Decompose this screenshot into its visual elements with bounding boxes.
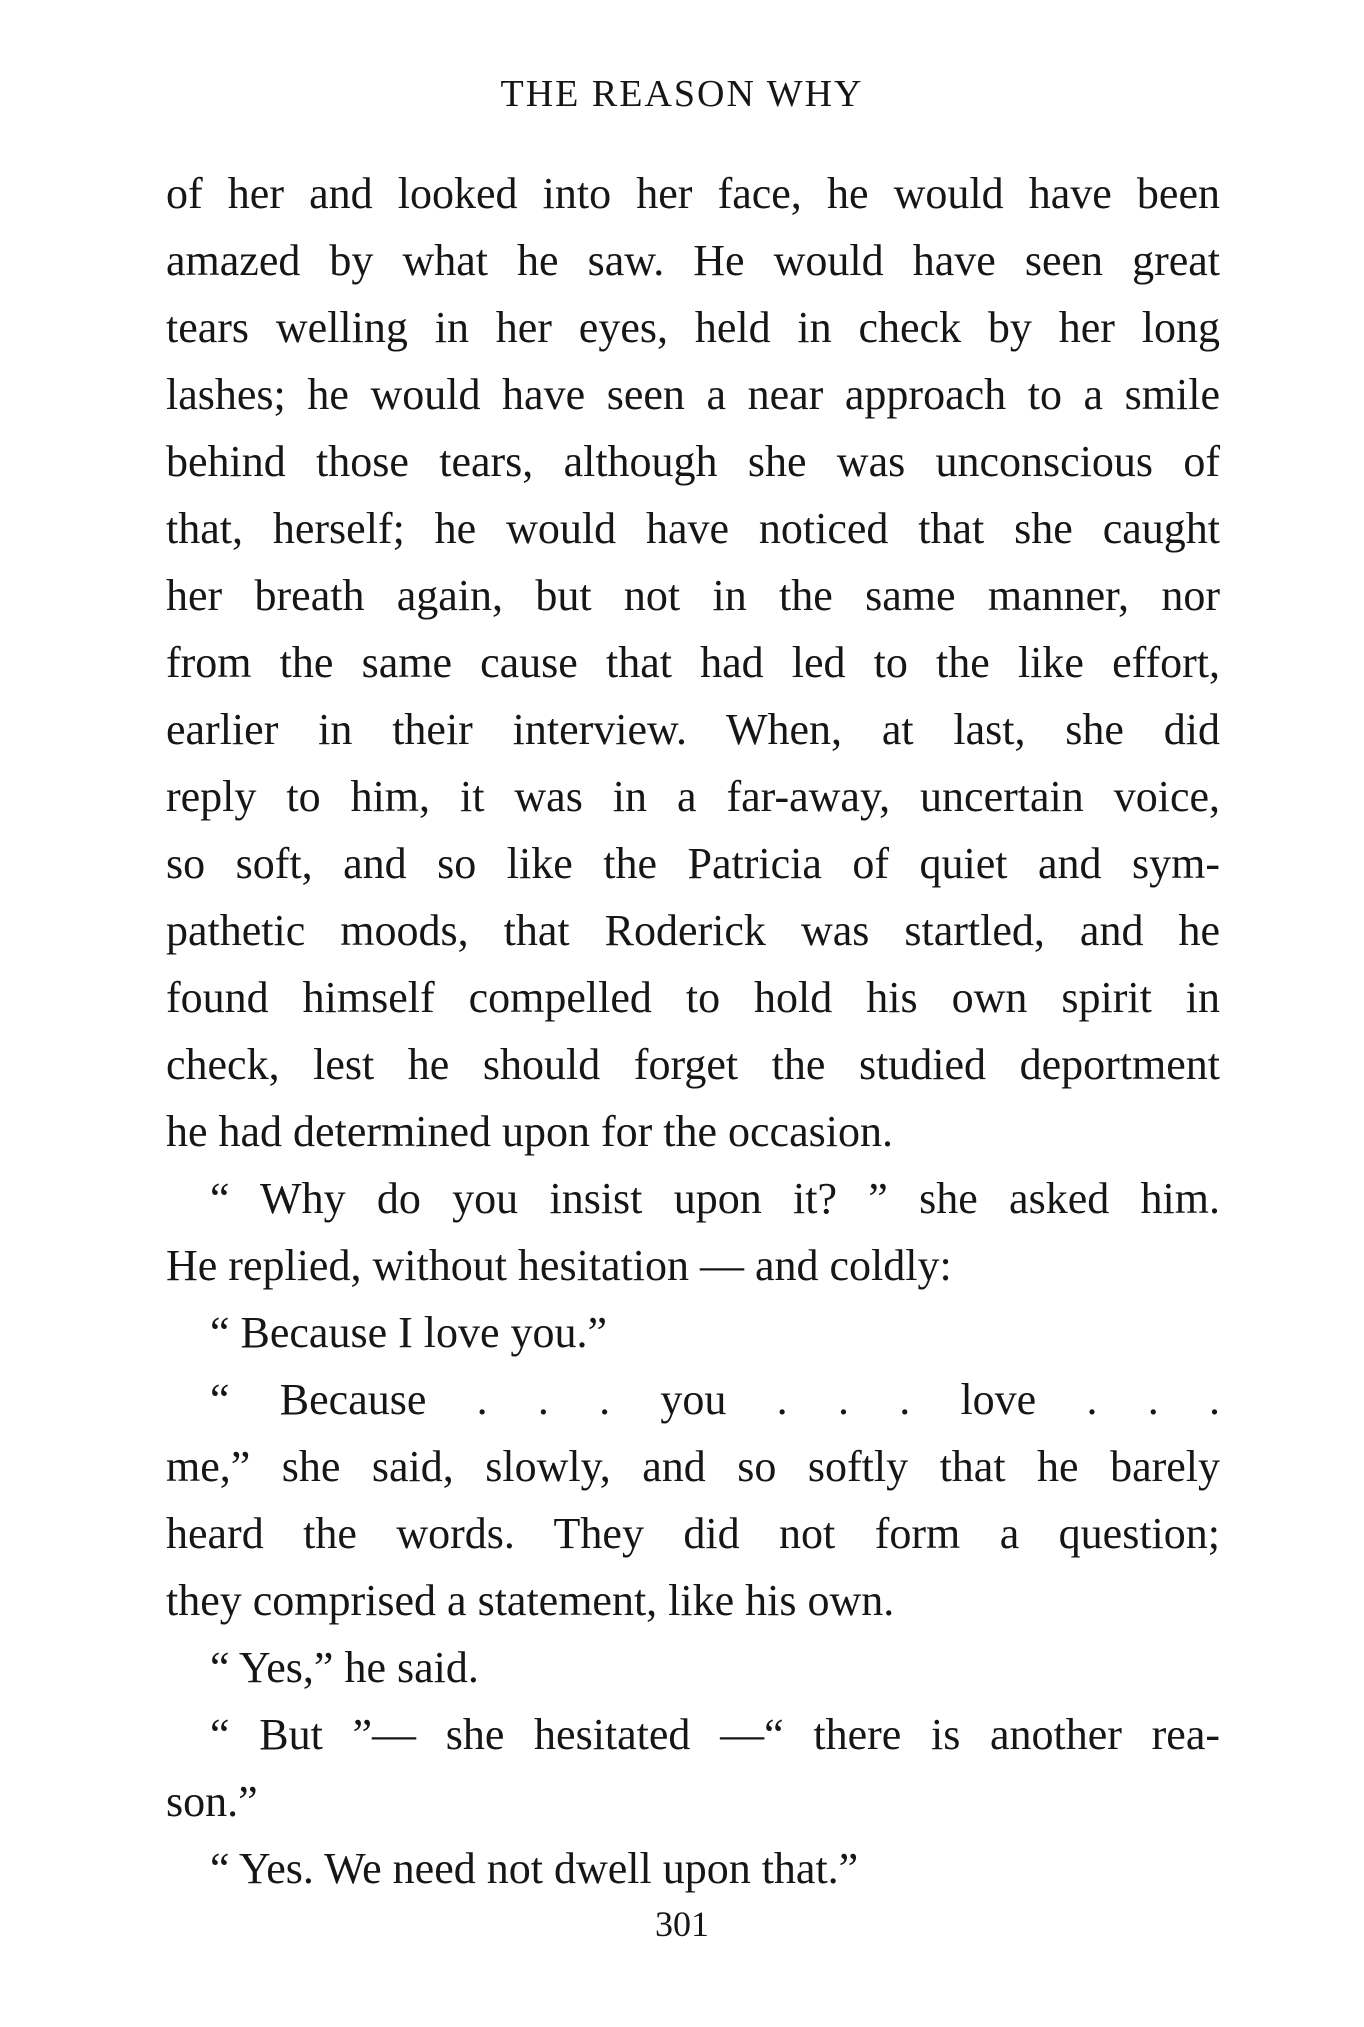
text-line: earlier in their interview. When, at last, she did: [166, 705, 1220, 754]
text-line: son.”: [166, 1777, 258, 1826]
text-line: “ Yes. We need not dwell upon that.”: [210, 1844, 859, 1893]
text-line: tears welling in her eyes, held in check by her long: [166, 303, 1220, 352]
text-line: “ Because I love you.”: [210, 1308, 608, 1357]
text-line: lashes; he would have seen a near approach to a smile: [166, 370, 1220, 419]
text-line: heard the words. They did not form a question;: [166, 1509, 1220, 1558]
text-line: amazed by what he saw. He would have seen great: [166, 236, 1220, 285]
text-line: behind those tears, although she was unconscious of: [166, 437, 1220, 486]
text-line: so soft, and so like the Patricia of quiet and sym-: [166, 839, 1220, 888]
text-line: of her and looked into her face, he would have been: [166, 169, 1220, 218]
page-number: 301: [655, 1904, 709, 1944]
text-line: found himself compelled to hold his own spirit in: [166, 973, 1220, 1022]
text-line: reply to him, it was in a far-away, uncertain voice,: [166, 772, 1220, 821]
text-line: “ Why do you insist upon it? ” she asked him.: [210, 1174, 1220, 1223]
text-line: me,” she said, slowly, and so softly that he barely: [166, 1442, 1220, 1491]
text-line: he had determined upon for the occasion.: [166, 1107, 893, 1156]
body-text: [166, 160, 1220, 1902]
text-line: “ Because . . . you . . . love . . .: [210, 1375, 1220, 1424]
text-line: they comprised a statement, like his own.: [166, 1576, 895, 1625]
text-line: that, herself; he would have noticed that she caught: [166, 504, 1220, 553]
text-line: check, lest he should forget the studied deportment: [166, 1040, 1220, 1089]
running-head: THE REASON WHY: [500, 73, 864, 115]
text-line: He replied, without hesitation — and coldly:: [166, 1241, 952, 1290]
text-line: “ But ”— she hesitated —“ there is another rea-: [210, 1710, 1220, 1759]
text-line: “ Yes,” he said.: [210, 1643, 479, 1692]
text-line: her breath again, but not in the same manner, nor: [166, 571, 1220, 620]
text-line: from the same cause that had led to the like effort,: [166, 638, 1220, 687]
text-line: pathetic moods, that Roderick was startled, and he: [166, 906, 1220, 955]
